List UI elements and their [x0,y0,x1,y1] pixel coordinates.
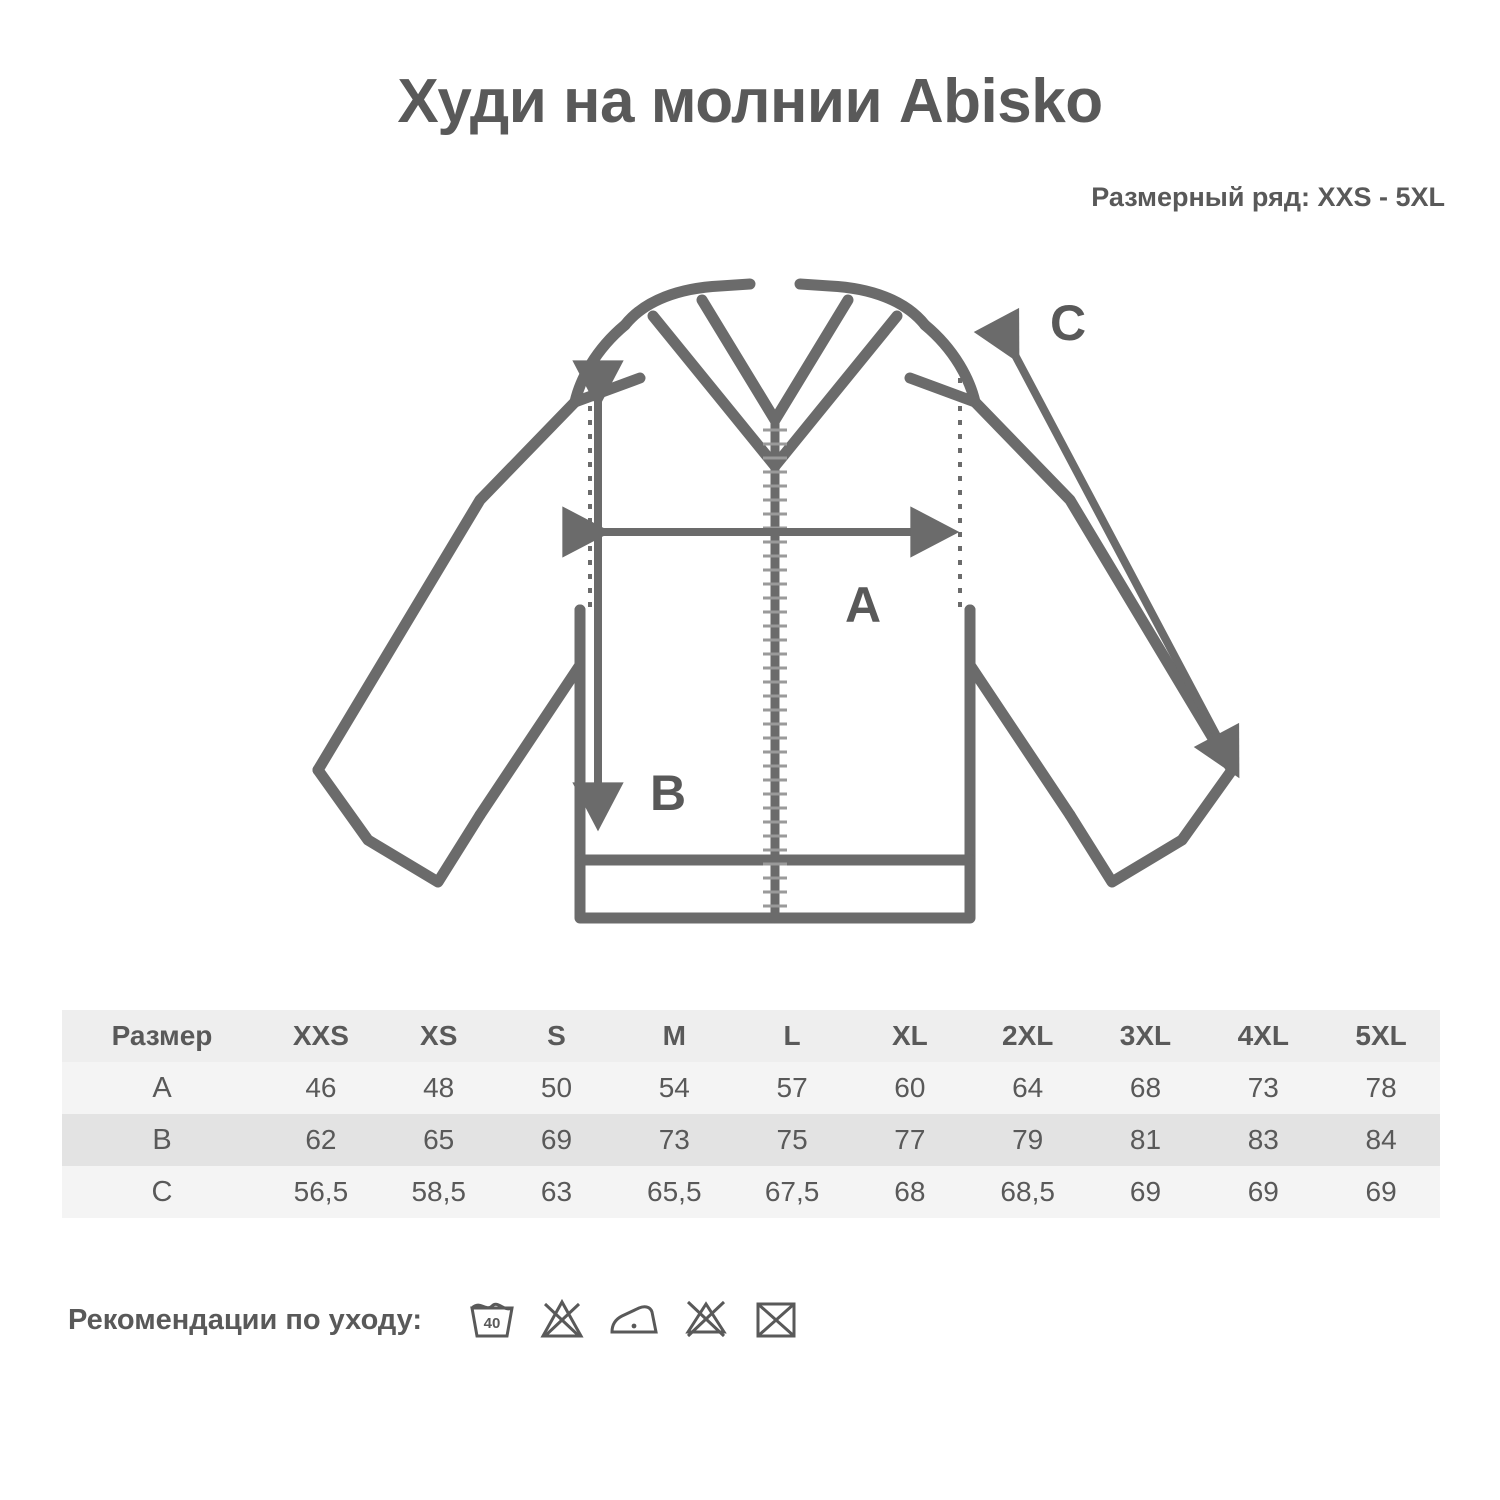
table-header-cell: 5XL [1322,1010,1440,1062]
table-cell: 54 [615,1062,733,1114]
table-cell: 68,5 [969,1166,1087,1218]
table-cell: 79 [969,1114,1087,1166]
table-header-cell: 4XL [1204,1010,1322,1062]
no-tumble-dry-icon [680,1292,732,1349]
table-row [62,1114,1440,1166]
table-cell: 68 [851,1166,969,1218]
size-table-wrap [62,1010,1440,1218]
label-a: A [845,577,882,633]
row-label: B [62,1114,262,1166]
table-header-cell: L [733,1010,851,1062]
table-header-cell: 2XL [969,1010,1087,1062]
table-header-cell: S [498,1010,616,1062]
table-cell: 65,5 [615,1166,733,1218]
table-cell: 69 [1087,1166,1205,1218]
table-cell: 56,5 [262,1166,380,1218]
care-icon-list [466,1292,802,1349]
table-cell: 60 [851,1062,969,1114]
table-cell: 69 [1322,1166,1440,1218]
table-cell: 63 [498,1166,616,1218]
size-table [62,1010,1440,1218]
label-b: B [650,765,687,821]
iron-low-icon [606,1292,662,1349]
table-header-cell: 3XL [1087,1010,1205,1062]
label-c: C [1050,295,1087,351]
table-header-cell: M [615,1010,733,1062]
row-label: A [62,1062,262,1114]
table-cell: 81 [1087,1114,1205,1166]
table-cell: 83 [1204,1114,1322,1166]
table-cell: 68 [1087,1062,1205,1114]
table-cell: 75 [733,1114,851,1166]
table-cell: 57 [733,1062,851,1114]
no-dry-clean-icon [750,1292,802,1349]
wash-40-icon [466,1292,518,1349]
row-label: C [62,1166,262,1218]
table-header-row [62,1010,1440,1062]
page-title: Худи на молнии Abisko [397,67,1103,136]
table-cell: 48 [380,1062,498,1114]
table-row [62,1062,1440,1114]
table-cell: 78 [1322,1062,1440,1114]
table-cell: 62 [262,1114,380,1166]
table-cell: 73 [615,1114,733,1166]
table-cell: 58,5 [380,1166,498,1218]
table-cell: 46 [262,1062,380,1114]
table-cell: 69 [1204,1166,1322,1218]
care-label: Рекомендации по уходу: [68,1304,423,1336]
table-cell: 65 [380,1114,498,1166]
table-cell: 73 [1204,1062,1322,1114]
garment-illustration [250,270,1300,950]
table-cell: 69 [498,1114,616,1166]
size-range-subtitle: Размерный ряд: XXS - 5XL [1091,182,1445,212]
table-header-size: Размер [62,1010,262,1062]
table-header-cell: XS [380,1010,498,1062]
no-bleach-icon [536,1292,588,1349]
table-header-cell: XXS [262,1010,380,1062]
table-header-cell: XL [851,1010,969,1062]
table-cell: 77 [851,1114,969,1166]
table-cell: 67,5 [733,1166,851,1218]
table-cell: 64 [969,1062,1087,1114]
table-cell: 84 [1322,1114,1440,1166]
wash-temp-text: 40 [483,1315,501,1332]
care-instructions [68,1292,802,1349]
table-cell: 50 [498,1062,616,1114]
table-row [62,1166,1440,1218]
